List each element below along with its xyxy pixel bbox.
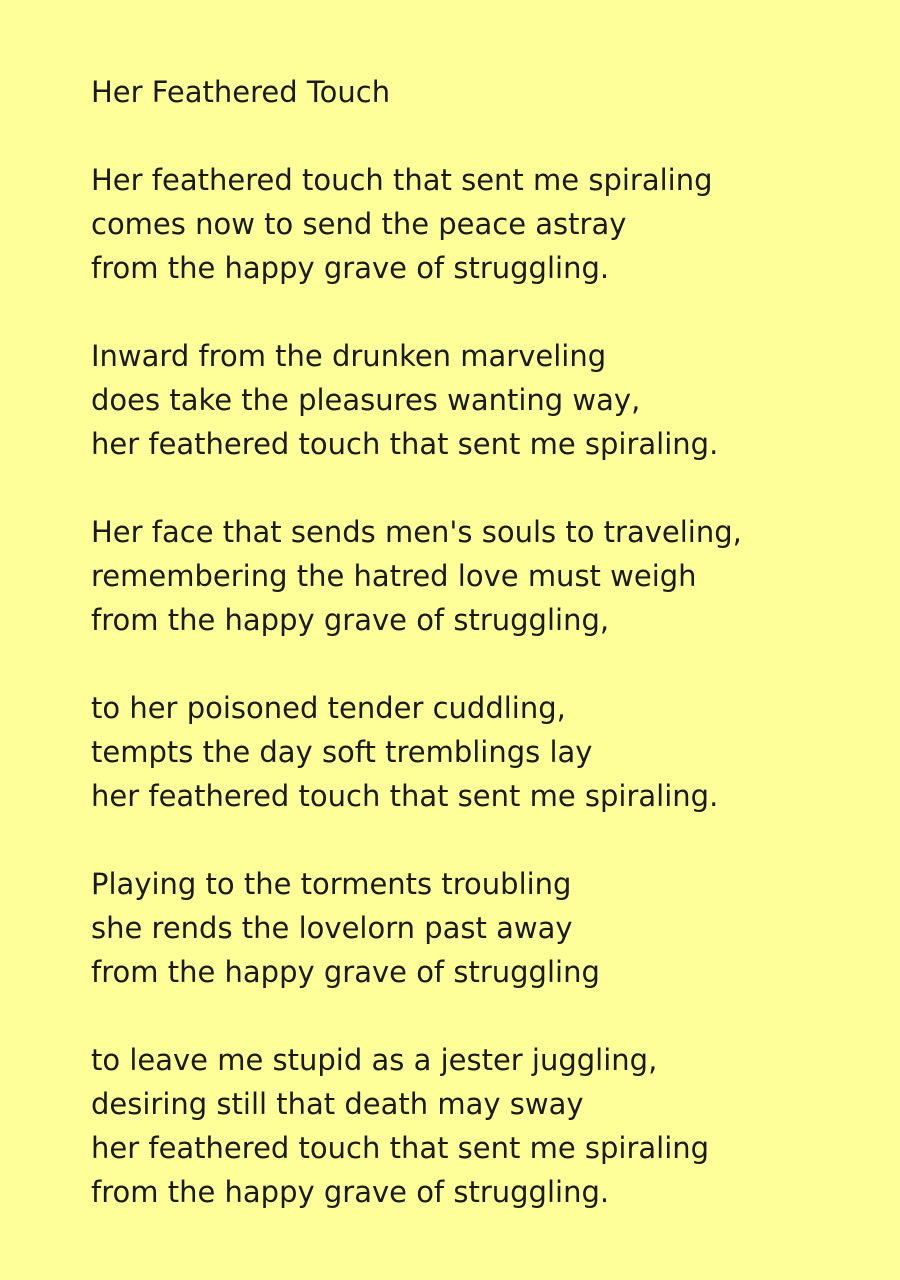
poem — [91, 70, 881, 1258]
poem-line: desiring still that death may sway — [91, 1087, 584, 1121]
poem-line: Inward from the drunken marveling — [91, 339, 607, 373]
poem-line: from the happy grave of struggling, — [91, 603, 610, 637]
poem-line: remembering the hatred love must weigh — [91, 559, 697, 593]
stanza-6 — [91, 1038, 881, 1214]
poem-line: Her face that sends men's souls to traveling, — [91, 515, 742, 549]
poem-line: comes now to send the peace astray — [91, 207, 627, 241]
poem-line: from the happy grave of struggling. — [91, 1175, 610, 1209]
poem-line: to leave me stupid as a jester juggling, — [91, 1043, 658, 1077]
poem-line: from the happy grave of struggling. — [91, 251, 610, 285]
poem-line: tempts the day soft tremblings lay — [91, 735, 593, 769]
poem-line: Her feathered touch that sent me spiraling — [91, 163, 713, 197]
stanza-1 — [91, 158, 881, 290]
poem-line: from the happy grave of struggling — [91, 955, 600, 989]
stanza-3 — [91, 510, 881, 642]
poem-line: to her poisoned tender cuddling, — [91, 691, 566, 725]
poem-line: does take the pleasures wanting way, — [91, 383, 641, 417]
stanza-5 — [91, 862, 881, 994]
stanza-2 — [91, 334, 881, 466]
poem-title: Her Feathered Touch — [91, 75, 391, 109]
poem-line: her feathered touch that sent me spiraling — [91, 1131, 710, 1165]
stanza-4 — [91, 686, 881, 818]
poem-line: her feathered touch that sent me spiraling. — [91, 427, 719, 461]
poem-line: her feathered touch that sent me spiraling. — [91, 779, 719, 813]
poem-line: she rends the lovelorn past away — [91, 911, 573, 945]
poem-line: Playing to the torments troubling — [91, 867, 572, 901]
